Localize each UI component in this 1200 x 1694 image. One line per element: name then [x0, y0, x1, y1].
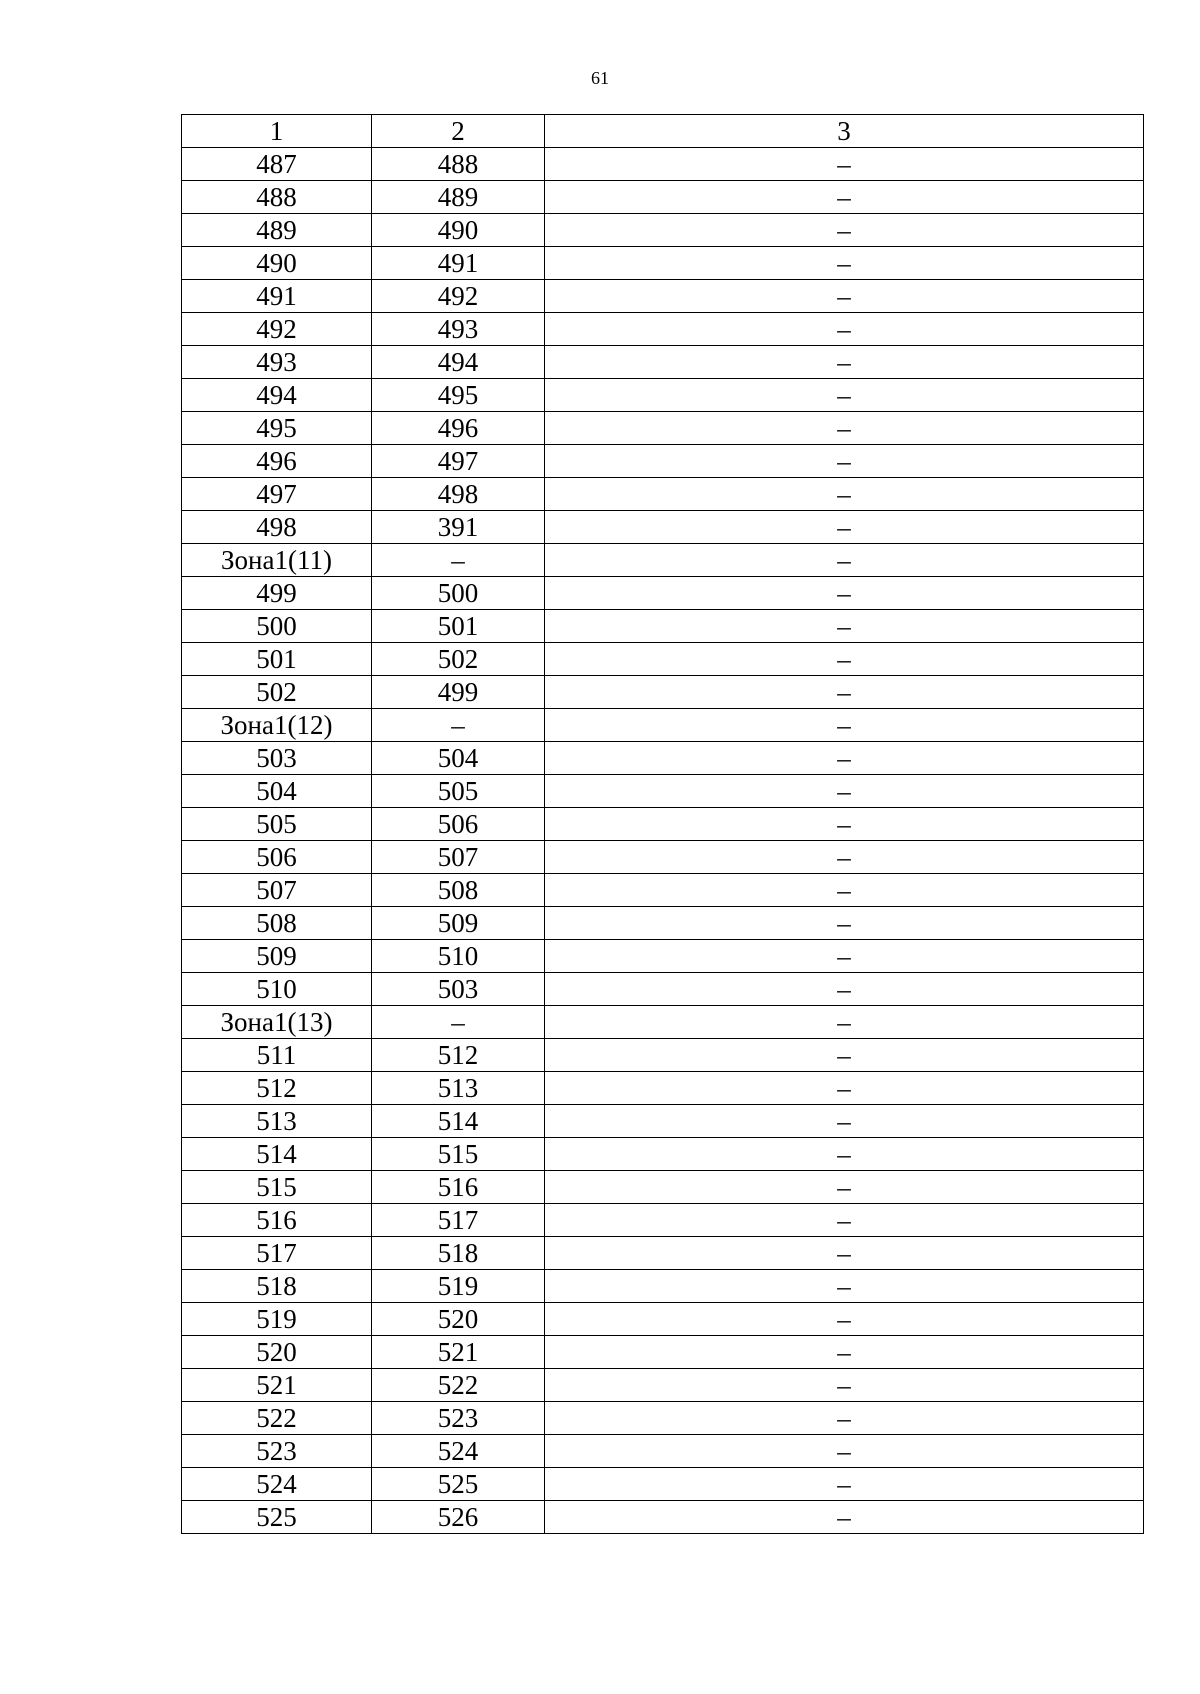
table-cell-col3: –: [545, 280, 1144, 313]
table-row: [182, 1204, 1144, 1237]
table-cell-col1: 488: [182, 181, 372, 214]
table-cell-col1: 522: [182, 1402, 372, 1435]
table-cell-col2: 497: [372, 445, 545, 478]
table-cell-col2: 495: [372, 379, 545, 412]
table-cell-col2: 517: [372, 1204, 545, 1237]
table-body: [182, 115, 1144, 1534]
table-cell-col2: 512: [372, 1039, 545, 1072]
table-cell-col1: Зона1(12): [182, 709, 372, 742]
table-row: [182, 709, 1144, 742]
table-row: [182, 742, 1144, 775]
table-cell-col2: 515: [372, 1138, 545, 1171]
table-row: [182, 1138, 1144, 1171]
table-cell-col3: –: [545, 775, 1144, 808]
table-cell-col2: 502: [372, 643, 545, 676]
table-cell-col2: 522: [372, 1369, 545, 1402]
table-cell-col2: 516: [372, 1171, 545, 1204]
table-cell-col1: 503: [182, 742, 372, 775]
table-row: [182, 1006, 1144, 1039]
table-cell-col2: 503: [372, 973, 545, 1006]
table-row: [182, 181, 1144, 214]
table-cell-col2: 494: [372, 346, 545, 379]
table-row: [182, 1105, 1144, 1138]
table-cell-col3: –: [545, 907, 1144, 940]
table-cell-col1: 524: [182, 1468, 372, 1501]
table-cell-col2: 498: [372, 478, 545, 511]
table-cell-col3: –: [545, 247, 1144, 280]
table-cell-col2: 499: [372, 676, 545, 709]
table-cell-col2: –: [372, 544, 545, 577]
table-cell-col1: 518: [182, 1270, 372, 1303]
table-row: [182, 808, 1144, 841]
table-cell-col1: 500: [182, 610, 372, 643]
header-cell-2: 2: [372, 115, 545, 148]
table-cell-col3: –: [545, 841, 1144, 874]
table-cell-col1: 510: [182, 973, 372, 1006]
table-row: [182, 841, 1144, 874]
table-cell-col2: 488: [372, 148, 545, 181]
table-cell-col2: 492: [372, 280, 545, 313]
table-row: [182, 1435, 1144, 1468]
table-cell-col1: 489: [182, 214, 372, 247]
table-cell-col3: –: [545, 1204, 1144, 1237]
table-cell-col1: 513: [182, 1105, 372, 1138]
table-cell-col2: 520: [372, 1303, 545, 1336]
table-row: [182, 973, 1144, 1006]
table-row: [182, 1039, 1144, 1072]
table-cell-col2: –: [372, 709, 545, 742]
table-row: [182, 1468, 1144, 1501]
table-cell-col2: 491: [372, 247, 545, 280]
table-cell-col1: 492: [182, 313, 372, 346]
table-cell-col2: 518: [372, 1237, 545, 1270]
table-cell-col3: –: [545, 1303, 1144, 1336]
table-row: [182, 478, 1144, 511]
table-cell-col3: –: [545, 1072, 1144, 1105]
table-row: [182, 1270, 1144, 1303]
header-cell-1: 1: [182, 115, 372, 148]
table-cell-col1: 509: [182, 940, 372, 973]
table-cell-col3: –: [545, 544, 1144, 577]
table-cell-col1: 516: [182, 1204, 372, 1237]
table-cell-col3: –: [545, 808, 1144, 841]
table-cell-col3: –: [545, 1237, 1144, 1270]
table-cell-col1: 506: [182, 841, 372, 874]
table-cell-col1: 525: [182, 1501, 372, 1534]
table-cell-col1: 504: [182, 775, 372, 808]
table-row: [182, 148, 1144, 181]
table-cell-col1: 491: [182, 280, 372, 313]
table-cell-col3: –: [545, 181, 1144, 214]
table-header-row: [182, 115, 1144, 148]
table-cell-col3: –: [545, 379, 1144, 412]
table-cell-col3: –: [545, 1468, 1144, 1501]
table-cell-col1: 508: [182, 907, 372, 940]
table-cell-col3: –: [545, 1402, 1144, 1435]
table-cell-col3: –: [545, 973, 1144, 1006]
table-row: [182, 940, 1144, 973]
table-cell-col3: –: [545, 1369, 1144, 1402]
table-cell-col1: 505: [182, 808, 372, 841]
table-cell-col1: 515: [182, 1171, 372, 1204]
table-row: [182, 775, 1144, 808]
table-cell-col3: –: [545, 709, 1144, 742]
page-number: 61: [591, 68, 609, 88]
table-cell-col2: 509: [372, 907, 545, 940]
table-cell-col1: 521: [182, 1369, 372, 1402]
table-cell-col3: –: [545, 643, 1144, 676]
table-cell-col1: 495: [182, 412, 372, 445]
table-cell-col2: 526: [372, 1501, 545, 1534]
table-cell-col1: 498: [182, 511, 372, 544]
table-cell-col3: –: [545, 610, 1144, 643]
table-cell-col3: –: [545, 412, 1144, 445]
table-row: [182, 1402, 1144, 1435]
table-cell-col3: –: [545, 940, 1144, 973]
table-cell-col1: 514: [182, 1138, 372, 1171]
table-row: [182, 247, 1144, 280]
table-cell-col1: 519: [182, 1303, 372, 1336]
table-row: [182, 1369, 1144, 1402]
table-row: [182, 610, 1144, 643]
table-cell-col3: –: [545, 1138, 1144, 1171]
data-table: [181, 114, 1144, 1534]
table-row: [182, 1237, 1144, 1270]
table-cell-col2: 525: [372, 1468, 545, 1501]
table-row: [182, 676, 1144, 709]
table-row: [182, 907, 1144, 940]
table-cell-col2: 521: [372, 1336, 545, 1369]
table-row: [182, 280, 1144, 313]
table-cell-col3: –: [545, 577, 1144, 610]
table-cell-col1: 499: [182, 577, 372, 610]
table-row: [182, 412, 1144, 445]
table-cell-col3: –: [545, 1105, 1144, 1138]
table-cell-col2: 496: [372, 412, 545, 445]
table-cell-col1: 502: [182, 676, 372, 709]
table-cell-col3: –: [545, 1336, 1144, 1369]
table-cell-col1: 497: [182, 478, 372, 511]
table-cell-col1: 511: [182, 1039, 372, 1072]
table-row: [182, 313, 1144, 346]
table-cell-col3: –: [545, 1039, 1144, 1072]
table-cell-col1: 490: [182, 247, 372, 280]
table-cell-col3: –: [545, 313, 1144, 346]
table-cell-col3: –: [545, 676, 1144, 709]
table-cell-col2: 510: [372, 940, 545, 973]
table-cell-col1: 494: [182, 379, 372, 412]
header-cell-3: 3: [545, 115, 1144, 148]
table-cell-col3: –: [545, 148, 1144, 181]
table-row: [182, 1171, 1144, 1204]
table-cell-col3: –: [545, 874, 1144, 907]
table-row: [182, 1336, 1144, 1369]
table-cell-col2: 501: [372, 610, 545, 643]
table-cell-col3: –: [545, 1435, 1144, 1468]
table-cell-col2: –: [372, 1006, 545, 1039]
table-row: [182, 1501, 1144, 1534]
table-cell-col2: 524: [372, 1435, 545, 1468]
table-cell-col2: 507: [372, 841, 545, 874]
table-cell-col3: –: [545, 214, 1144, 247]
table-cell-col2: 514: [372, 1105, 545, 1138]
table-cell-col1: Зона1(11): [182, 544, 372, 577]
table-row: [182, 874, 1144, 907]
table-row: [182, 1072, 1144, 1105]
table-cell-col3: –: [545, 1006, 1144, 1039]
table-cell-col3: –: [545, 1270, 1144, 1303]
table-cell-col2: 505: [372, 775, 545, 808]
table-cell-col1: 487: [182, 148, 372, 181]
table-cell-col1: 496: [182, 445, 372, 478]
table-row: [182, 1303, 1144, 1336]
table-cell-col3: –: [545, 445, 1144, 478]
table-cell-col2: 513: [372, 1072, 545, 1105]
table-cell-col2: 508: [372, 874, 545, 907]
table-cell-col1: 507: [182, 874, 372, 907]
table-cell-col1: 517: [182, 1237, 372, 1270]
table-cell-col3: –: [545, 511, 1144, 544]
table-cell-col1: 501: [182, 643, 372, 676]
table-cell-col2: 523: [372, 1402, 545, 1435]
table-cell-col3: –: [545, 1501, 1144, 1534]
table-row: [182, 544, 1144, 577]
table-row: [182, 511, 1144, 544]
table-cell-col3: –: [545, 1171, 1144, 1204]
table-cell-col2: 500: [372, 577, 545, 610]
table-row: [182, 643, 1144, 676]
table-cell-col2: 391: [372, 511, 545, 544]
table-row: [182, 577, 1144, 610]
table-cell-col2: 489: [372, 181, 545, 214]
table-cell-col1: 520: [182, 1336, 372, 1369]
table-cell-col1: Зона1(13): [182, 1006, 372, 1039]
table-cell-col1: 512: [182, 1072, 372, 1105]
table-cell-col2: 519: [372, 1270, 545, 1303]
table-cell-col1: 523: [182, 1435, 372, 1468]
table-cell-col2: 506: [372, 808, 545, 841]
table-row: [182, 379, 1144, 412]
table-cell-col3: –: [545, 742, 1144, 775]
table-cell-col1: 493: [182, 346, 372, 379]
table-row: [182, 346, 1144, 379]
table-cell-col2: 504: [372, 742, 545, 775]
table-row: [182, 214, 1144, 247]
table-cell-col3: –: [545, 478, 1144, 511]
table-cell-col3: –: [545, 346, 1144, 379]
table-cell-col2: 490: [372, 214, 545, 247]
table-cell-col2: 493: [372, 313, 545, 346]
table-row: [182, 445, 1144, 478]
